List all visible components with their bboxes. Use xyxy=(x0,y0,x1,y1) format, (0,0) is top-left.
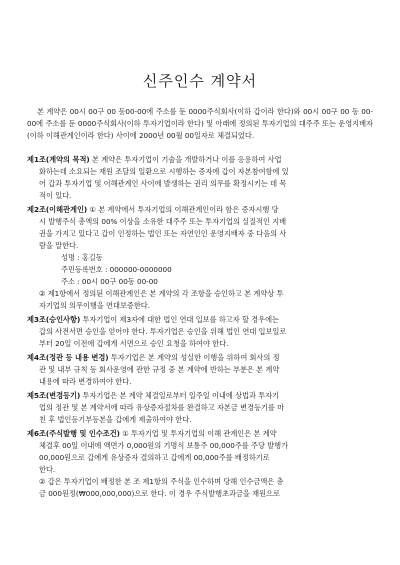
stakeholder-name: 성명 : 홍길동 xyxy=(61,253,103,262)
article-1-line-4: 적이 있다. xyxy=(39,191,72,200)
article-1-text: 본 계약은 투자기업이 기술을 개발하거나 이를 응용하여 사업 xyxy=(89,155,282,164)
article-3-heading: 제3조(승인사항) xyxy=(27,315,81,324)
article-3-line-2: 갑의 사전서면 승인을 얻어야 한다. 투자기업은 승인을 위해 법인 연대 입보일로 xyxy=(39,327,287,336)
article-2-line-2: 시 발행주식 총액의 00% 이상을 소유한 대주주 또는 투자기업의 실질적인 지배 xyxy=(39,217,287,226)
article-6-line-2: 체결후 00일 이내에 액면가 0,000원의 기명식 보통주 00,000주를 주당 발행가 xyxy=(39,441,289,450)
article-4-line-3: 내용에 따라 변경하여야 한다. xyxy=(39,377,132,386)
article-4-heading: 제4조(정관 등 내용 변경) xyxy=(27,353,109,362)
article-3-line-1 xyxy=(27,314,373,326)
article-6-para-2-line-1: ② 갑은 투자기업이 배정한 본 조 제1항의 주식을 인수하며 당해 인수금액은 총 xyxy=(39,477,284,486)
article-6-line-3: 00,000원으로 갑에게 유상증자 결의하고 갑에게 00,000주를 배정하기로 xyxy=(39,453,270,462)
article-5-line-2: 업의 정관 및 본 계약서에 따라 유상증자절차를 완결하고 자본금 변경등기를 마 xyxy=(39,403,285,412)
article-2-para-2-line-1: ② 제1항에서 정의된 이해관계인은 본 계약의 각 조항을 승인하고 본 계약상 투 xyxy=(39,289,284,298)
article-3-line-3: 부터 20일 이전에 갑에게 서면으로 승인 요청을 하여야 한다. xyxy=(39,339,229,348)
article-5-line-1 xyxy=(27,390,373,402)
stakeholder-address: 주소 : 00시 00구 00동 00-00 xyxy=(61,277,158,286)
article-2-line-3: 권을 가지고 있다고 갑이 인정하는 법인 또는 자연인인 운영지배자 중 다음의 사 xyxy=(39,229,287,238)
document-title: 신주인수 계약서 xyxy=(142,72,258,90)
article-5-heading: 제5조(변경등기) xyxy=(27,391,81,400)
article-1-heading: 제1조(계약의 목적) xyxy=(27,155,90,164)
article-2-para-2-line-2: 자기업의 의무이행을 연대보증한다. xyxy=(39,301,151,310)
article-1-line-1 xyxy=(27,154,373,166)
article-2-line-1 xyxy=(27,204,373,216)
article-4-line-1 xyxy=(27,352,373,364)
article-1-line-2: 화하는데 소요되는 재원 조달의 일환으로 시행하는 증자에 갑이 자본참여함에 있 xyxy=(39,167,289,176)
article-6-line-1 xyxy=(27,428,373,440)
article-5-text: 투자기업은 본 계약 체결일로부터 일주일 이내에 상법과 투자기 xyxy=(80,391,280,400)
article-6-para-2-line-2: 금 000원정(₩000,000,000)으로 한다. 이 경우 주식발행초과금을 재원으로 xyxy=(39,489,280,498)
article-2-heading: 제2조(이해관계인) xyxy=(27,205,88,214)
article-2-text: ① 본 계약에서 투자기업의 이해관계인이라 함은 증자시행 당 xyxy=(87,205,279,214)
article-6-line-4: 한다. xyxy=(39,465,56,474)
article-2-line-4: 람을 말한다. xyxy=(39,241,79,250)
article-6-text: ① 투자기업 및 투자기업의 이해 관계인은 본 계약 xyxy=(119,429,277,438)
article-4-line-2: 관 및 내부 규칙 등 회사운영에 관한 규정 중 본 계약에 반하는 부분은 본 계약 xyxy=(39,365,280,374)
intro-paragraph: 본 계약은 00시 00구 00 동00-00에 주소를 둔 0000주식회사(이하 갑이라 한다)와 00시 00구 00 동 00-00에 주소를 둔 0000주식회사(이하 투자기업이라 한다) 및 아래에 정의된 투자기업의 대주주 또는 운영지배자(이하 이해관계인이라 한다) 사이에 2000년 00월 00일자로 체결되었다. xyxy=(27,107,373,140)
article-6-heading: 제6조(주식발행 및 인수조건) xyxy=(27,429,120,438)
article-1-line-3: 어 갑과 투자기업 및 이해관계인 사이에 발생하는 권리 의무를 확정시키는 데 목 xyxy=(39,179,287,188)
article-5-line-3: 친 후 법인등기부등본을 갑에게 제출하여야 한다. xyxy=(39,415,192,424)
article-4-text: 투자기업은 본 계약의 성실한 이행을 위하여 회사의 정 xyxy=(108,353,280,362)
article-3-text: 투자기업이 제3자에 대한 법인 연대 입보를 하고자 할 경우에는 xyxy=(80,315,279,324)
stakeholder-rrn: 주민등록번호 : 000000-0000000 xyxy=(61,265,172,274)
